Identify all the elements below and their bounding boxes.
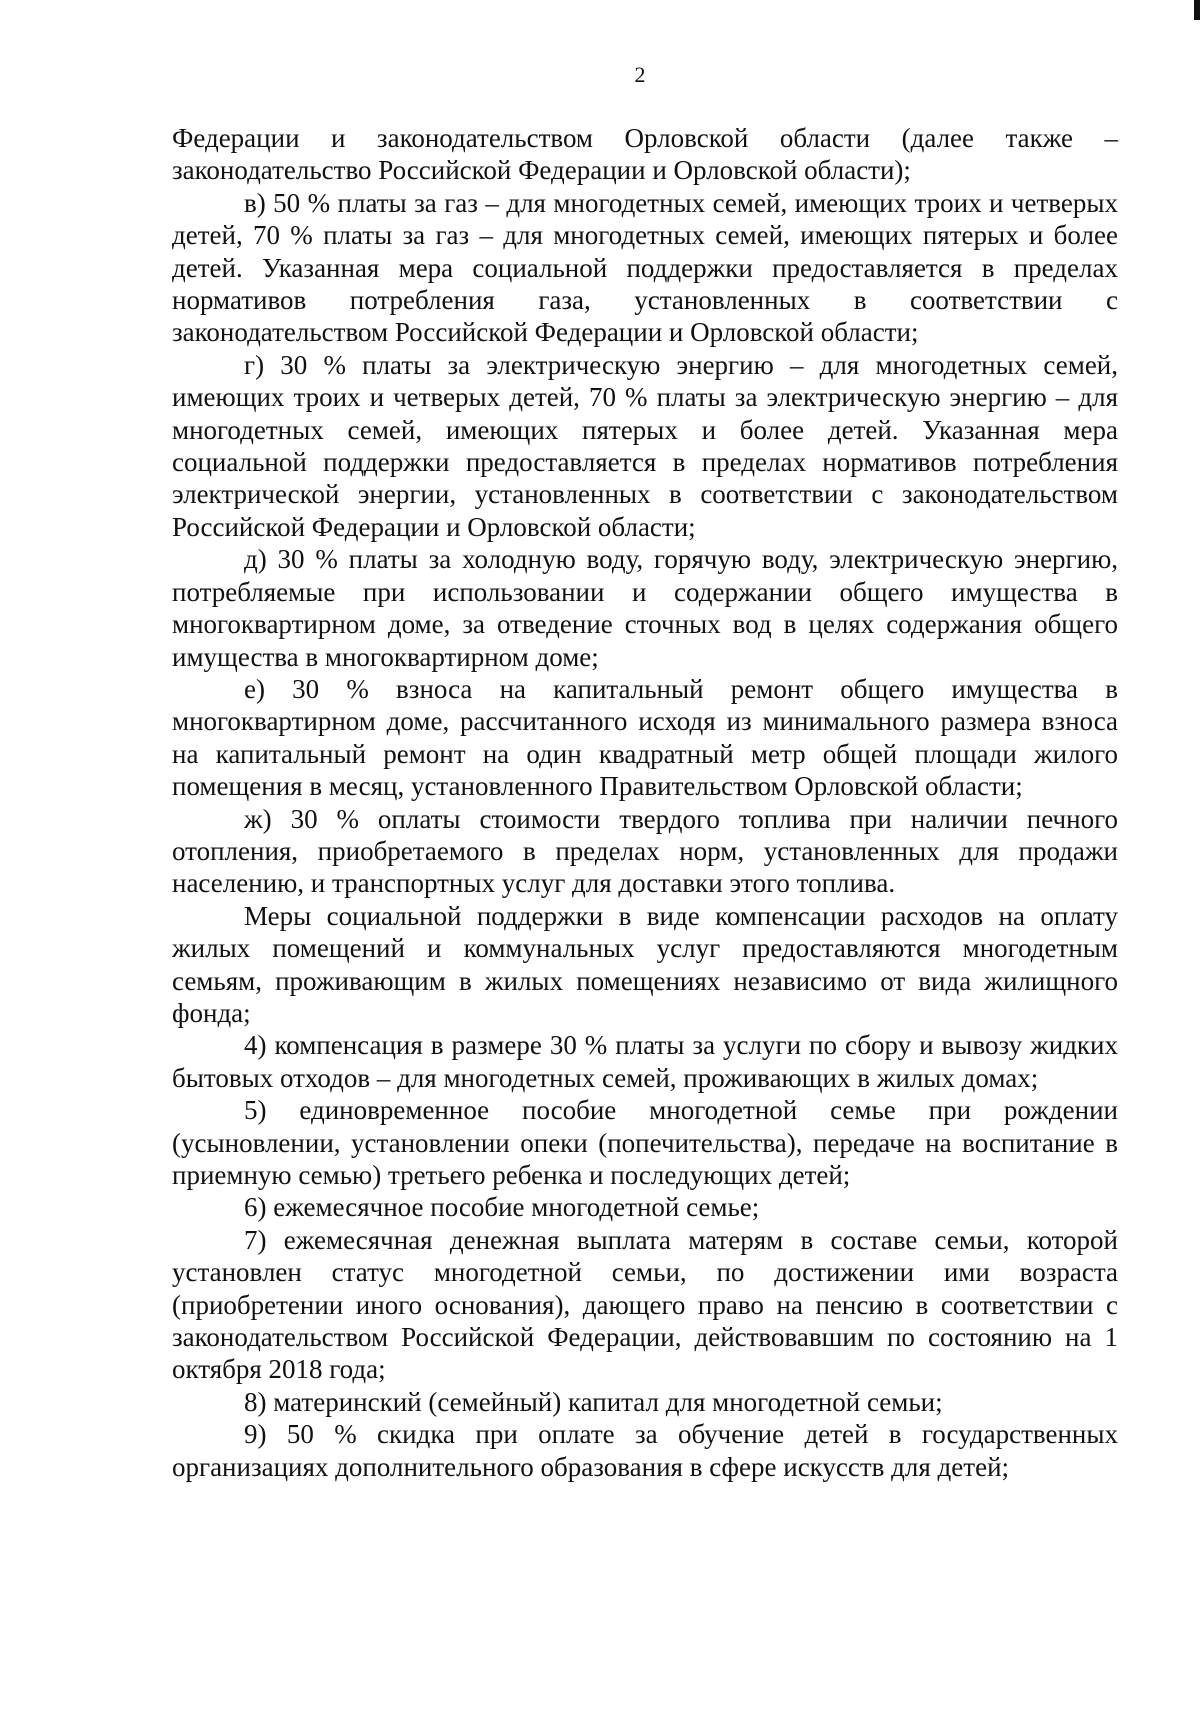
paragraph-item-9-arts-discount: 9) 50 % скидка при оплате за обучение детей в государственных организациях дополнительного образования в сфере искусств для детей; (172, 1419, 1118, 1482)
scan-edge-mark (1194, 0, 1200, 20)
paragraph-item-zh-solid-fuel: ж) 30 % оплаты стоимости твердого топлива при наличии печного отопления, приобретаемого в пределах норм, установленных для продажи населению, и транспортных услуг для доставки этого топлива. (172, 803, 1118, 899)
paragraph-continuation: Федерации и законодательством Орловской области (далее также – законодательство Российской Федерации и Орловской области); (172, 123, 1118, 186)
document-body (172, 122, 1118, 1483)
paragraph-compensation-note: Меры социальной поддержки в виде компенсации расходов на оплату жилых помещений и коммунальных услуг предоставляются многодетным семьям, проживающим в жилых помещениях независимо от вида жилищного фонда; (172, 900, 1118, 1028)
paragraph-item-e-capital-repair: е) 30 % взноса на капитальный ремонт общего имущества в многоквартирном доме, рассчитанного исходя из минимального размера взноса на капитальный ремонт на один квадратный метр общей площади жилого помещения в месяц, установленного Правительством Орловской области; (172, 673, 1118, 802)
paragraph-item-d-common-property: д) 30 % платы за холодную воду, горячую воду, электрическую энергию, потребляемые при использовании и содержании общего имущества в многоквартирном доме, за отведение сточных вод в целях содержания общего имущества в многоквартирном доме; (172, 544, 1118, 672)
paragraph-item-5-lump-sum: 5) единовременное пособие многодетной семье при рождении (усыновлении, установлении опеки (попечительства), передаче на воспитание в приемную семью) третьего ребенка и последующих детей; (172, 1095, 1118, 1190)
paragraph-item-7-mothers-payment: 7) ежемесячная денежная выплата матерям в составе семьи, которой установлен статус многодетной семьи, по достижении ими возраста (приобретении иного основания), дающего право на пенсию в соответствии с законодательством Российской Федерации, действовавшим по состоянию на 1 октября 2018 года; (172, 1224, 1118, 1385)
paragraph-item-8-maternity-capital: 8) материнский (семейный) капитал для многодетной семьи; (244, 1386, 943, 1417)
paragraph-item-6-monthly-allowance: 6) ежемесячное пособие многодетной семье; (244, 1192, 760, 1223)
page-number: 2 (634, 62, 646, 87)
paragraph-item-g-electricity: г) 30 % платы за электрическую энергию – для многодетных семей, имеющих троих и четверых детей, 70 % платы за электрическую энергию – для многодетных семей, имеющих пятерых и более детей. Указанная мера социальной поддержки предоставляется в пределах нормативов потребления электрической энергии, установленных в соответствии с законодательством Российской Федерации и Орловской области; (172, 349, 1118, 542)
paragraph-item-4-waste: 4) компенсация в размере 30 % платы за услуги по сбору и вывозу жидких бытовых отходов – для многодетных семей, проживающих в жилых домах; (172, 1030, 1118, 1093)
paragraph-item-v-gas: в) 50 % платы за газ – для многодетных семей, имеющих троих и четверых детей, 70 % платы за газ – для многодетных семей, имеющих пятерых и более детей. Указанная мера социальной поддержки предоставляется в пределах нормативов потребления газа, установленных в соответствии с законодательством Российской Федерации и Орловской области; (172, 187, 1118, 348)
